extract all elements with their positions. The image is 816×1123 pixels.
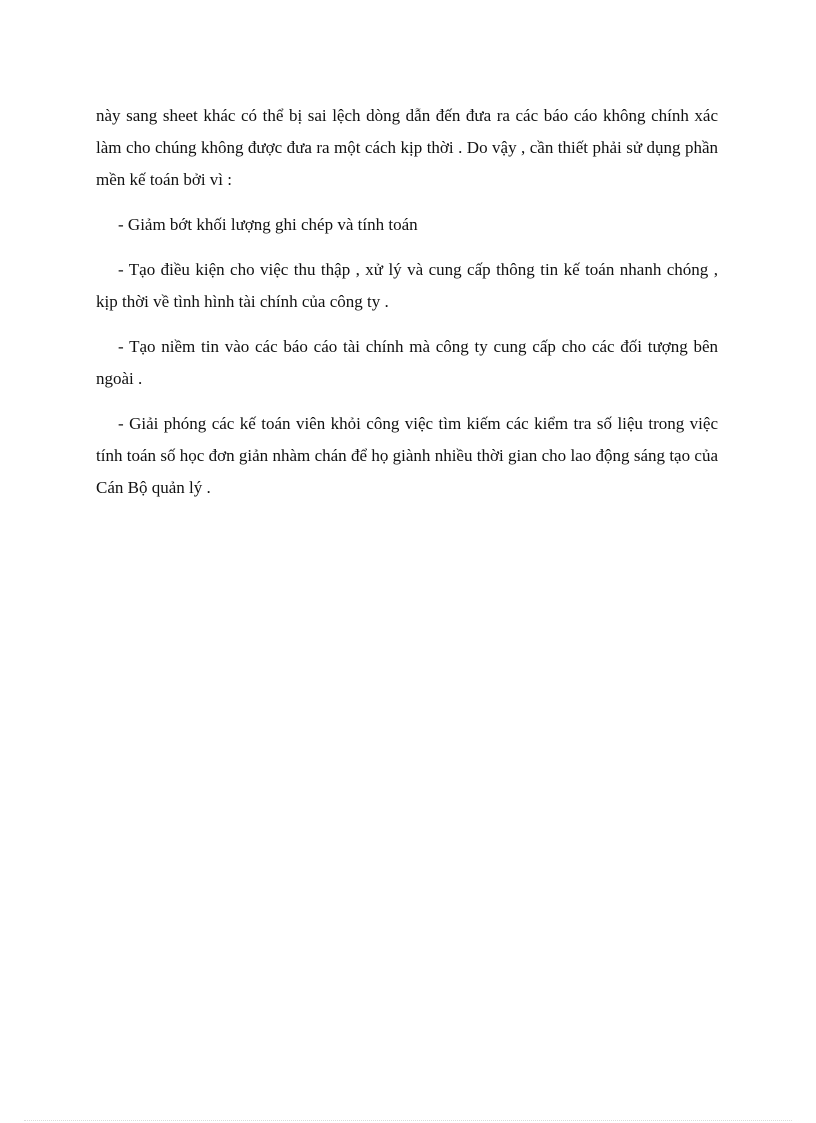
paragraph-intro: này sang sheet khác có thể bị sai lệch dòng dẫn đến đưa ra các báo cáo không chính xác làm cho chúng không được đưa ra một cách kịp thời . Do vậy , cần thiết phải sử dụng phần mền kế toán bởi vì : <box>96 106 718 189</box>
bullet-item-build-trust: - Tạo niềm tin vào các báo cáo tài chính mà công ty cung cấp cho các đối tượng bên ngoài . <box>96 337 718 388</box>
bullet-item-information-processing: - Tạo điều kiện cho việc thu thập , xử lý và cung cấp thông tin kế toán nhanh chóng , kịp thời về tình hình tài chính của công ty . <box>96 260 718 311</box>
page-bottom-divider <box>24 1120 792 1121</box>
document-body <box>96 100 718 517</box>
bullet-item-reduce-workload: - Giảm bớt khối lượng ghi chép và tính toán <box>118 215 418 234</box>
bullet-item-free-accountants: - Giải phóng các kế toán viên khỏi công việc tìm kiếm các kiểm tra số liệu trong việc tính toán số học đơn giản nhàm chán để họ giành nhiều thời gian cho lao động sáng tạo của Cán Bộ quản lý . <box>96 414 718 497</box>
